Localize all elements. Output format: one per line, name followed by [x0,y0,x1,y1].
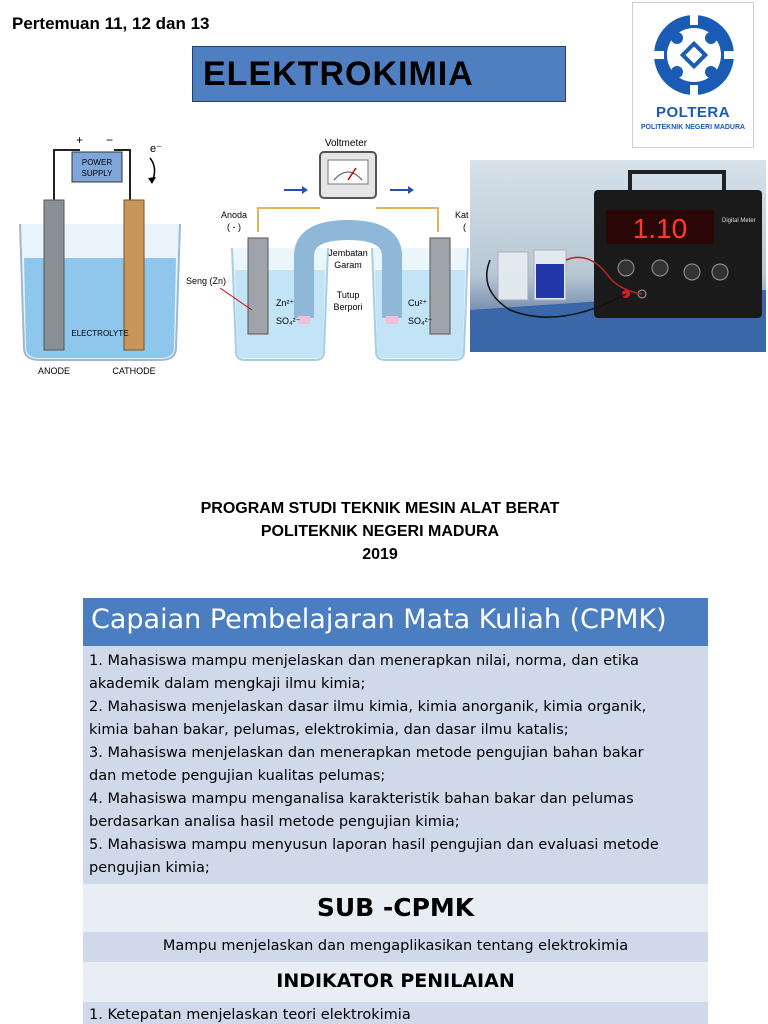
cpmk-line: 2. Mahasiswa menjelaskan dasar ilmu kimia, kimia anorganik, kimia organik, [89,699,647,715]
zn-ion: Zn²⁺ [276,298,295,308]
title-banner [192,46,566,102]
cpmk-line: 5. Mahasiswa mampu menyusun laporan hasil pengujian dan evaluasi metode [89,837,659,853]
power-supply-label-2: SUPPLY [81,169,113,178]
electrolyte-label: ELECTROLYTE [71,329,129,338]
logo-subtitle: POLITEKNIK NEGERI MADURA [640,124,746,131]
cpmk-line: 1. Mahasiswa mampu menjelaskan dan menerapkan nilai, norma, dan etika [89,653,639,669]
anoda-sign: ( - ) [227,222,241,232]
logo-name: POLTERA [655,104,731,121]
indikator-item: 1. Ketepatan menjelaskan teori elektrokimia [89,1007,411,1023]
cpmk-header [83,598,708,646]
page-title: ELEKTROKIMIA [203,55,474,93]
indikator-row [83,1002,708,1024]
sub-cpmk-row [83,932,708,962]
cpmk-line: 3. Mahasiswa menjelaskan dan menerapkan metode pengujian bahan bakar [89,745,644,761]
power-supply-label-1: POWER [81,158,113,167]
program-title: PROGRAM STUDI TEKNIK MESIN ALAT BERAT [200,500,560,517]
anoda-label: Anoda [220,210,248,220]
electron-label: e⁻ [150,143,162,155]
so4-right: SO₄²⁻ [408,316,433,326]
meeting-label: Pertemuan 11, 12 dan 13 [12,14,210,33]
cpmk-line: 4. Mahasiswa mampu menganalisa karakteristik bahan bakar dan pelumas [89,791,634,807]
meter-brand: Digital Meter [722,218,756,224]
electrolysis-diagram [10,128,190,378]
indikator-header [83,962,708,1002]
tutup-label: Tutup [336,290,360,300]
cpmk-line: kimia bahan bakar, pelumas, elektrokimia, dan dasar ilmu katalis; [89,722,569,738]
minus-label: − [106,133,114,147]
galvanic-cell-diagram [180,130,480,370]
jembatan-label: Jembatan [328,248,368,258]
indikator-heading: INDIKATOR PENILAIAN [276,970,515,992]
garam-label: Garam [334,260,362,270]
sub-cpmk-heading: SUB -CPMK [316,893,475,922]
cpmk-line: berdasarkan analisa hasil metode pengujian kimia; [89,814,460,830]
cpmk-line: akademik dalam mengkaji ilmu kimia; [89,676,366,692]
cpmk-line: dan metode pengujian kualitas pelumas; [89,768,386,784]
seng-label: Seng (Zn) [186,276,227,286]
plus-label: + [76,133,84,147]
cpmk-list [83,646,708,884]
cpmk-heading: Capaian Pembelajaran Mata Kuliah (CPMK) [91,604,667,635]
katoda-sign: ( [463,222,466,232]
cu-ion: Cu²⁺ [408,298,428,308]
so4-left: SO₄²⁻ [276,316,301,326]
digital-meter-photo [470,160,766,352]
sub-cpmk-text: Mampu menjelaskan dan mengaplikasikan tentang elektrokimia [162,938,629,954]
katoda-label: Kat [455,210,469,220]
cpmk-line: pengujian kimia; [89,860,210,876]
anode-label: ANODE [37,366,71,376]
meter-display: 1.10 [632,213,688,244]
institution-name: POLITEKNIK NEGERI MADURA [260,523,500,540]
poltera-logo [632,2,754,148]
poltera-emblem-icon [633,3,753,103]
berpori-label: Berpori [333,302,363,312]
year-label: 2019 [362,546,398,563]
cathode-label: CATHODE [112,366,156,376]
sub-cpmk-header [83,884,708,932]
voltmeter-label: Voltmeter [324,138,368,149]
